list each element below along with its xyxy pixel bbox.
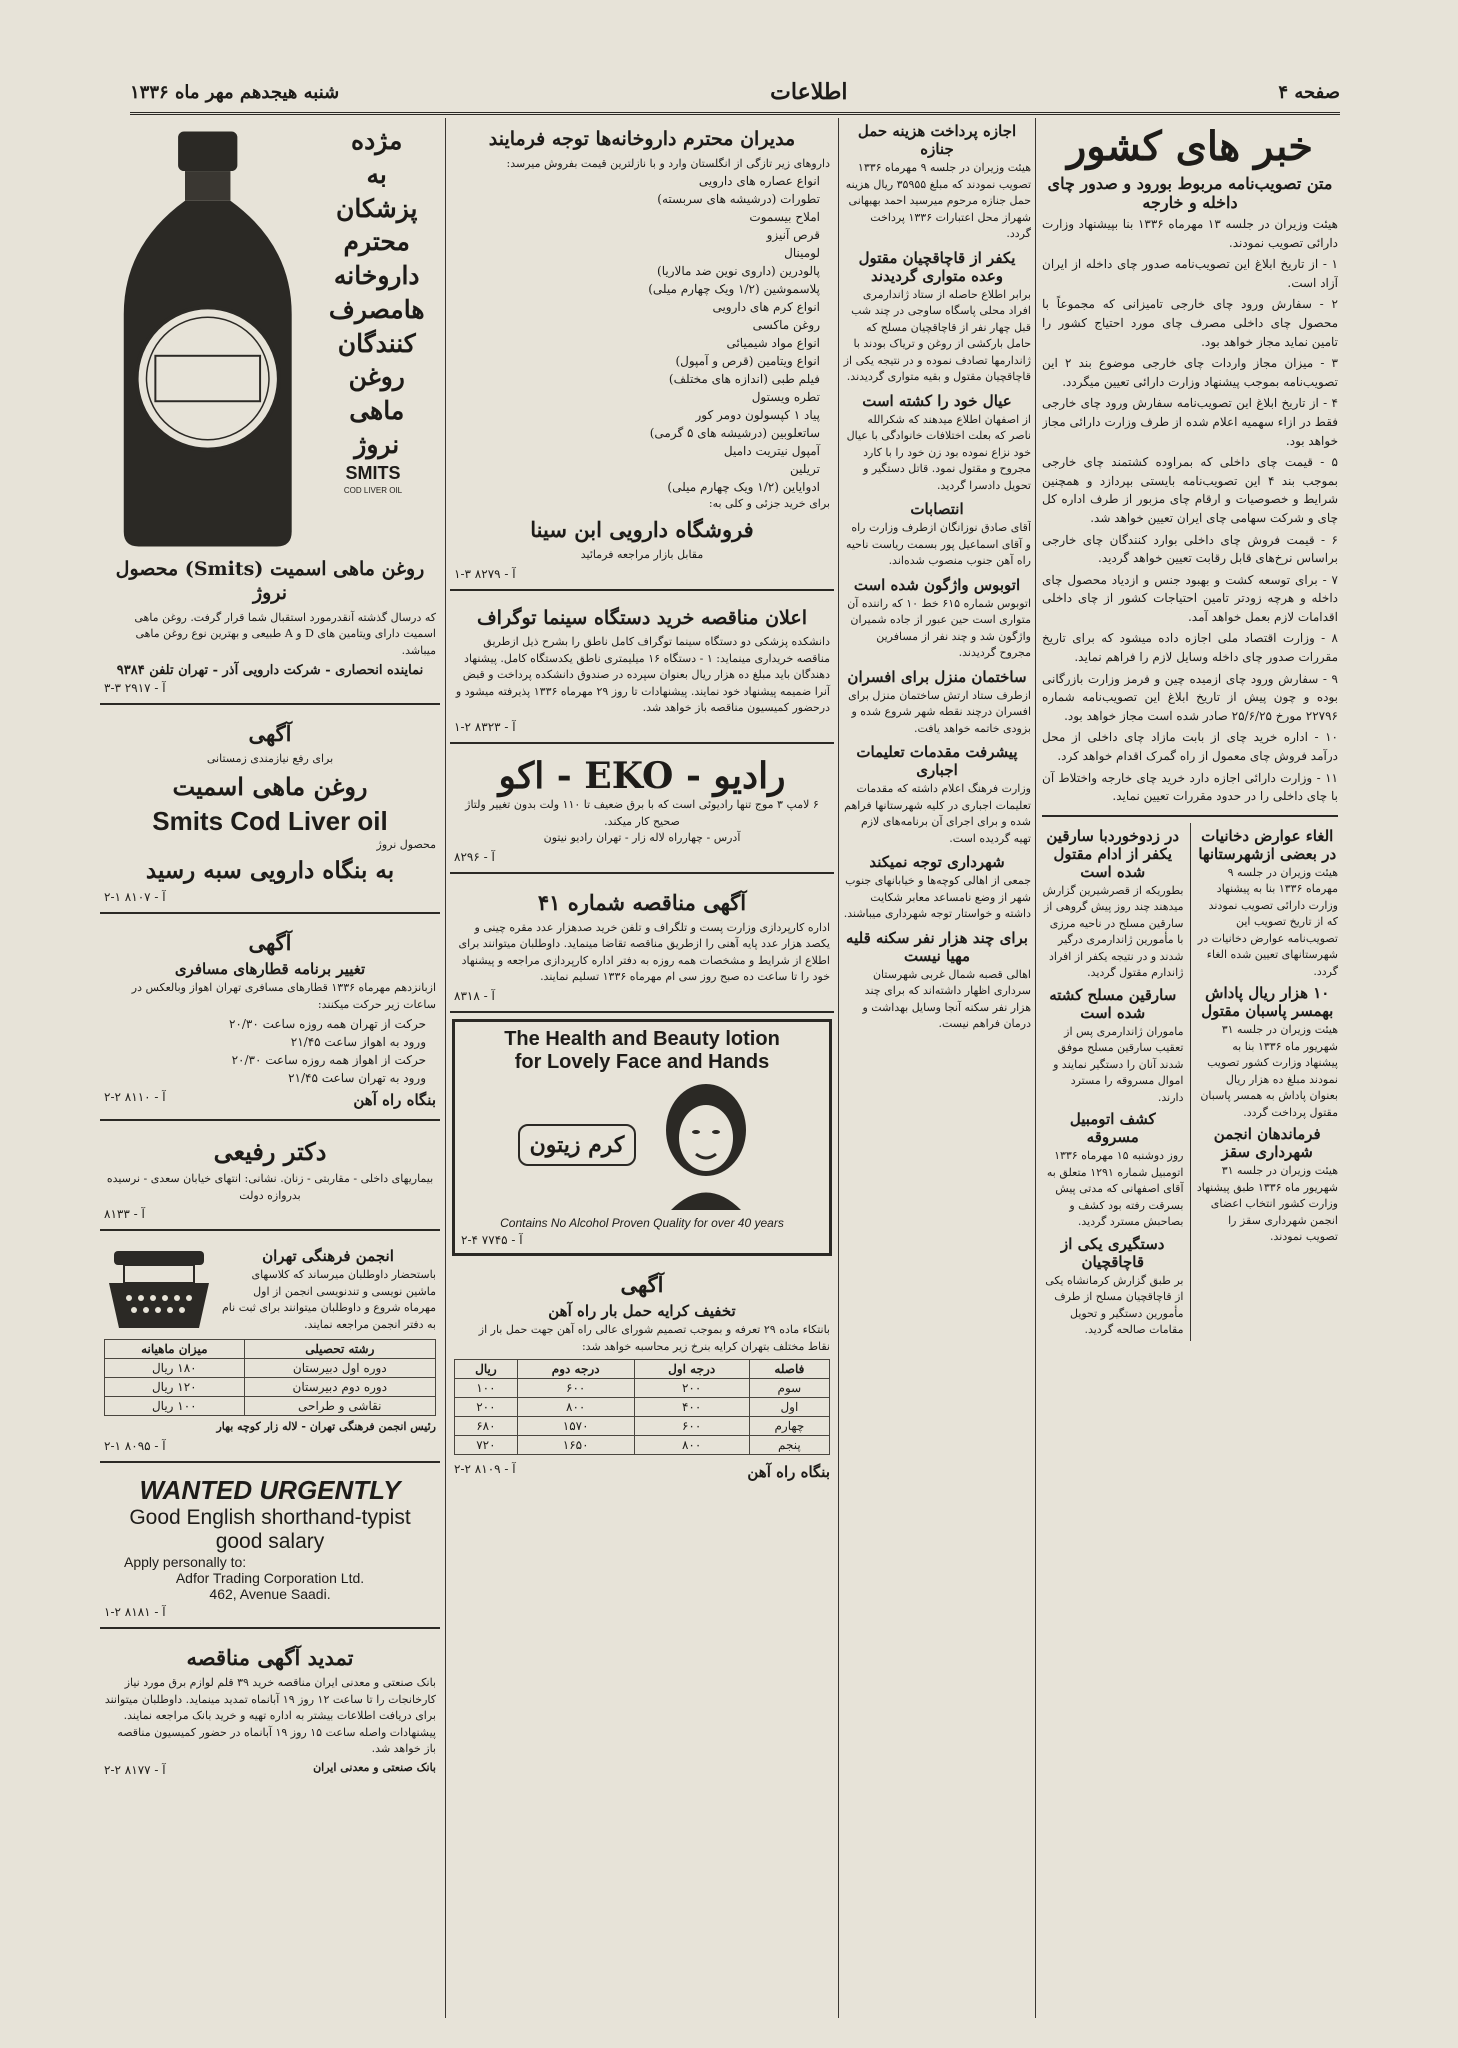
ad-code: آ - ۷۷۴۵ ۴-۲ <box>461 1232 523 1247</box>
news-paragraph: ۱ - از تاریخ ابلاغ این تصویب‌نامه صدور چای داخله از ایران آزاد است. <box>1042 257 1338 290</box>
pharmacy-list <box>454 172 830 496</box>
pharmacy-item: تطره ویستول <box>751 390 820 405</box>
wanted-company: Adfor Trading Corporation Ltd. <box>175 1569 365 1586</box>
table-header: میزان ماهیانه <box>105 1340 245 1359</box>
wanted-ad <box>100 1469 440 1629</box>
table-cell: ۶۸۰ <box>455 1417 518 1436</box>
pharmacy-intro: داروهای زیر تازگی از انگلستان وارد و با نازلترین قیمت بفروش میرسد: <box>506 156 830 170</box>
table-row <box>455 1379 830 1398</box>
municipality-text: جمعی از اهالی کوچه‌ها و خیابانهای جنوب شهر از وضع نامساعد معابر شکایت داشته و خواستار توجه شهرداری میباشند. <box>843 874 1031 920</box>
pharmacy-store: فروشگاه دارویی ابن سینا <box>530 516 754 542</box>
table-cell: ۱۵۷۰ <box>517 1417 634 1436</box>
housing-text: ازطرف ستاد ارتش ساختمان منزل برای افسران درچند نقطه شهر شروع شده و بزودی خاتمه خواهد یافت. <box>848 688 1031 735</box>
funeral-text: هیئت وزیران در جلسه ۹ مهرماه ۱۳۳۶ تصویب نمودند که مبلغ ۳۵۹۵۵ ریال هزینه حمل جنازه مرحوم میرسید احمد بهبهانی شهراز محل اعتبارات ۱۳۳۶ پرداخت گردد. <box>845 161 1031 240</box>
doctor-ad <box>100 1127 440 1231</box>
smuggler-arrest-headline: دستگیری یکی از قاچاقچیان <box>1061 1234 1165 1271</box>
smits-label-sub: COD LIVER OIL <box>343 486 403 495</box>
housing-headline: ساختمان منزل برای افسران <box>847 667 1027 686</box>
railway-fare-footer: بنگاه راه آهن <box>747 1463 830 1482</box>
pharmacy-item: پلاسموشین (۱/۲ ویک چهارم میلی) <box>648 282 820 297</box>
table-row <box>455 1417 830 1436</box>
ads-column-left <box>100 118 440 2018</box>
news-column <box>1042 118 1338 2018</box>
smits-word: محترم <box>343 227 410 257</box>
smits-label: SMITS <box>345 463 401 483</box>
table-cell: ۱۰۰ <box>455 1379 518 1398</box>
news-paragraph: ۱۰ - اداره خرید چای از بابت مازاد چای داخلی از محل درآمد فروش چای معمول از راه گمرک اقدام خواهد کرد. <box>1042 730 1338 764</box>
pharmacy-address: مقابل بازار مراجعه فرمائید <box>580 548 704 561</box>
short-news-column <box>843 118 1031 2018</box>
bandit-text: ماموران ژاندارمری پس از تعقیب سارقین مسلح موفق شدند آنان را دستگیر نمایند و اموال مسروقه را مسترد دارند. <box>1053 1024 1184 1104</box>
train-schedule-text: ازبانزدهم مهرماه ۱۳۳۶ قطارهای مسافری تهران اهواز وبالعکس در ساعات زیر حرکت میکنند: <box>131 981 436 1011</box>
table-cell: ۱۲۰ ریال <box>105 1378 245 1397</box>
post-tender-ad <box>450 880 834 1013</box>
tender-extension-text: بانک صنعتی و معدنی ایران مناقصه خرید ۳۹ قلم لوازم برق مورد نیاز کارخانجات را تا ساعت ۱۲ روز ۱۹ آبانماه تمدید مینماید. داوطلبان میتوانند برای دریافت اطلاعات بیشتر به اداره تهیه و خرید بانک مراجعه نمایند. پیشنهادات واصله ساعت ۱۵ روز ۱۹ آبانماه در حضور کمیسیون مناقصه باز خواهد شد. <box>104 1676 436 1755</box>
news-paragraph: ۲ - سفارش ورود چای خارجی تامیزانی که مجموعاً با محصول چای داخلی مصرف چای مورد احتیاج کشور را تامین نماید مجاز خواهد بود. <box>1042 297 1338 349</box>
ads-column-center <box>450 118 834 2018</box>
table-header: درجه دوم <box>517 1360 634 1379</box>
page-date: شنبه هیجدهم مهر ماه ۱۳۳۶ <box>130 81 340 103</box>
cinema-tender-ad <box>450 597 834 744</box>
post-tender-text: اداره کارپردازی وزارت پست و تلگراف و تلفن خرید صدهزار عدد مقره چینی و یکصد هزار عدد پایه آهنی را ازطریق مناقصه تقاضا مینماید. داوطلبان میتوانند برای اطلاع از شرایط و مشخصات همه روزه به دفتر اداره کارپردازی مراجعه و پیشنهاد خود را تا ساعت ده صبح روز سی ام مهرماه ۱۳۳۶ تسلیم نمایند. <box>458 920 830 984</box>
news-subhead: متن تصویب‌نامه مربوط بورود و صدور چای داخله و خارجه <box>1047 174 1333 212</box>
train-schedule-line: ورود به تهران ساعت ۲۱/۴۵ <box>288 1071 426 1086</box>
smits-word: کنندگان <box>337 328 416 358</box>
smits-store-origin: محصول نروژ <box>376 837 436 851</box>
lotion-bottle <box>518 1124 637 1166</box>
cinema-tender-title: اعلان مناقصه خرید دستگاه سینما توگراف <box>476 606 808 629</box>
car-headline: کشف اتومبیل مسروقه <box>1069 1110 1156 1147</box>
smits-headline: روغن ماهی اسمیت (Smits) محصول نروژ <box>115 558 425 604</box>
table-cell: ۱۶۵۰ <box>517 1436 634 1455</box>
news-paragraph: ۱۱ - وزارت دارائی اجازه دارد خرید چای خارجه واختلاط آن با چای داخلی را در حدود مقررات تعیین نماید. <box>1042 770 1338 804</box>
smits-text: که درسال گذشته آنقدرمورد استقبال شما قرار گرفت. روغن ماهی اسمیت دارای ویتامین های D و A طبیعی و بهترین نوع روغن ماهی میباشد. <box>134 610 436 657</box>
news-paragraph: ۸ - وزارت اقتصاد ملی اجازه داده میشود که برای تاریخ مقررات صدور چای داخله وسایل لازم را فراهم نماید. <box>1042 631 1338 665</box>
table-row <box>455 1436 830 1455</box>
council-headline: فرماندهان انجمن شهرداری سقز <box>1213 1125 1321 1162</box>
table-cell: پنجم <box>749 1436 829 1455</box>
news-headline: خبر های کشور <box>1066 123 1313 170</box>
table-cell: دوره دوم دبیرستان <box>244 1378 435 1397</box>
village-headline: برای چند هزار نفر سکنه قلیه مهیا نیست <box>846 928 1028 965</box>
table-row <box>105 1359 436 1378</box>
clash-headline: در زدوخوردبا سارقین یکفر از ادام مقتول شده است <box>1046 826 1180 881</box>
ad-code: آ - ۸۰۹۵ ۱-۲ <box>104 1438 166 1453</box>
doctor-text: بیماریهای داخلی - مقاربتی - زنان. نشانی: انتهای خیابان سعدی - نرسیده بدروازه دولت <box>106 1172 434 1202</box>
reward-text: هیئت وزیران در جلسه ۳۱ شهریور ماه ۱۳۳۶ بنا به پیشنهاد وزارت کشور تصویب نمودند مبلغ ده هزار ریال بعنوان پاداش به همسر پاسبان مقتول پرداخت گردد. <box>1200 1023 1338 1119</box>
news-body <box>1042 215 1338 817</box>
pharmacy-item: آمپول نیتریت دامیل <box>723 444 820 459</box>
train-schedule-line: حرکت از اهواز همه روزه ساعت ۲۰/۳۰ <box>231 1053 426 1068</box>
railway-fare-text: بانتکاء ماده ۲۹ تعرفه و بموجب تصمیم شورای عالی راه آهن جهت حمل بار از نقاط مختلف بتهران کرایه بنرخ زیر محاسبه خواهد شد: <box>478 1323 830 1353</box>
table-header: ریال <box>455 1360 518 1379</box>
ad-code: آ - ۸۱۳۳ <box>104 1207 145 1222</box>
woman-portrait-icon <box>646 1080 766 1210</box>
pharmacy-item: انواع عصاره های دارویی <box>698 174 820 189</box>
smits-word: مژده <box>351 126 403 155</box>
table-cell: ۶۰۰ <box>517 1379 634 1398</box>
train-schedule-list <box>104 1015 436 1087</box>
bus-headline: اتوبوس واژگون شده است <box>853 575 1021 594</box>
table-cell: ۷۲۰ <box>455 1436 518 1455</box>
appointments-text: آقای صادق نوزانگان ازطرف وزارت راه و آقای اسماعیل پور بسمت ریاست ناحیه راه آهن جنوب منصوب شده‌اند. <box>845 521 1031 567</box>
smits-word-stack <box>317 124 436 462</box>
smits-word: به <box>366 159 387 189</box>
train-schedule-ad <box>100 920 440 1121</box>
table-cell: دوره اول دبیرستان <box>244 1359 435 1378</box>
pharmacy-ad <box>450 118 834 591</box>
ad-code: آ - ۸۳۲۳ ۲-۱ <box>454 719 516 734</box>
smugglers-headline: یکفر از قاچاقچیان مقتول وعده متواری گردیدند <box>858 248 1016 285</box>
radio-ad <box>450 750 834 874</box>
pharmacy-item: فیلم طبی (اندازه های مختلف) <box>668 372 820 387</box>
news-paragraph: ۹ - سفارش ورود چای ازمیده چین و فرمز وزارت بازرگانی بوده و چون پیش از تاریخ ابلاغ این تصویب‌نامه شماره ۲۲۷۹۶ مورخ ۲۵/۶/۲۵ صادر شده است مجاز خواهد بود. <box>1042 671 1338 723</box>
railway-fare-table <box>454 1359 830 1455</box>
pharmacy-item: ساتعلوبین (درشیشه های ۵ گرمی) <box>649 426 820 441</box>
culture-title: انجمن فرهنگی تهران <box>262 1247 394 1266</box>
education-headline: پیشرفت مقدمات تعلیمات اجباری <box>856 743 1018 779</box>
smits-store-name: به بنگاه دارویی سبه رسید <box>145 857 395 885</box>
pharmacy-item: تطورات (درشیشه های سربسته) <box>657 192 820 207</box>
pharmacy-item: پیاد ۱ کپسولون دومر کور <box>695 408 820 423</box>
ad-code: آ - ۸۱۸۱ ۲-۱ <box>104 1604 166 1619</box>
ad-code: آ - ۲۹۱۷ ۳-۳ <box>104 681 166 695</box>
pharmacy-item: تریلین <box>789 462 820 477</box>
smits-store-title: آگهی <box>248 721 292 746</box>
table-row <box>105 1378 436 1397</box>
news-paragraph: هیئت وزیران در جلسه ۱۳ مهرماه ۱۳۳۶ بنا بپیشنهاد وزارت دارائی تصویب نمودند. <box>1042 217 1338 250</box>
railway-fare-title: آگهی <box>620 1271 664 1297</box>
smuggler-arrest-text: بر طبق گزارش کرمانشاه یکی از قاچاقچیان مسلح از طرف مأمورین دستگیر و تحویل مقامات صالحه گردید. <box>1045 1273 1184 1337</box>
table-header: درجه اول <box>634 1360 749 1379</box>
ad-code: آ - ۸۳۱۸ <box>454 988 495 1003</box>
typewriter-icon <box>104 1243 214 1333</box>
radio-title: رادیو - EKO - اکو <box>498 754 786 797</box>
table-cell: ۱۸۰ ریال <box>105 1359 245 1378</box>
wanted-apply: Apply personally to: <box>124 1553 247 1570</box>
ad-code: آ - ۸۱۱۰ ۲-۲ <box>104 1090 166 1105</box>
paper-name: اطلاعات <box>770 79 848 105</box>
smits-store-fa: روغن ماهی اسمیت <box>172 771 368 801</box>
lotion-brand: کرم زیتون <box>529 1131 625 1158</box>
ad-code: آ - ۸۲۹۶ <box>454 849 495 864</box>
wanted-title: WANTED URGENTLY <box>139 1474 401 1505</box>
table-cell: چهارم <box>749 1417 829 1436</box>
smits-word: نروژ <box>354 429 400 459</box>
pharmacy-item: انواع مواد شیمیائی <box>726 336 820 351</box>
pharmacy-item: قرص آنیزو <box>766 228 820 243</box>
lotion-headline-2: for Lovely Face and Hands <box>514 1050 770 1073</box>
table-cell: ۸۰۰ <box>634 1436 749 1455</box>
table-cell: ۱۰۰ ریال <box>105 1397 245 1416</box>
village-text: اهالی قصبه شمال غربی شهرستان سرداری اظهار داشته‌اند که برای چند هزار نفر سکنه آنجا وسایل بهداشت و درمان فراهم نیست. <box>862 967 1031 1030</box>
wanted-address: 462, Avenue Saadi. <box>209 1585 331 1602</box>
culture-footer: رئیس انجمن فرهنگی تهران - لاله زار کوچه بهار <box>216 1420 436 1434</box>
car-text: روز دوشنبه ۱۵ مهرماه ۱۳۳۶ اتومبیل شماره ۱۲۹۱ متعلق به آقای اصفهانی که مدتی پیش بسرقت رفته بود کشف و بصاحبش مسترد گردید. <box>1046 1149 1184 1229</box>
doctor-name: دکتر رفیعی <box>213 1137 327 1167</box>
table-header: فاصله <box>749 1360 829 1379</box>
cod-liver-oil-bottle-icon <box>104 124 311 554</box>
education-text: وزارت فرهنگ اعلام داشته که مقدمات تعلیمات اجباری در کلیه شهرستانها فراهم شده و برای اجرای آن برنامه‌های لازم تهیه گردیده است. <box>844 782 1031 845</box>
table-cell: سوم <box>749 1379 829 1398</box>
smits-word: پزشکان <box>335 193 418 223</box>
table-cell: ۶۰۰ <box>634 1417 749 1436</box>
lotion-ad <box>452 1019 832 1256</box>
municipality-headline: شهرداری توجه نمیکند <box>869 853 1005 871</box>
table-row <box>455 1398 830 1417</box>
culture-text: باستحضار داوطلبان میرساند که کلاسهای ماشین نویسی و تندنویسی انجمن از اول مهرماه شروع و داوطلبان میتوانند برای ثبت نام به دفتر انجمن مراجعه نمایند. <box>221 1268 436 1331</box>
page-header <box>130 72 1340 115</box>
radio-address: آدرس - چهارراه لاله زار - تهران رادیو نیتون <box>543 831 741 845</box>
table-cell: ۲۰۰ <box>455 1398 518 1417</box>
wanted-line-2: good salary <box>215 1529 325 1553</box>
tobacco-text: هیئت وزیران در جلسه ۹ مهرماه ۱۳۳۶ بنا به پیشنهاد وزارت دارائی تصویب نمودند که از تاریخ تصویب این تصویب‌نامه عوارض دخانیات در شهرستانهای تعیین شده الغاء گردد. <box>1197 865 1338 978</box>
railway-fare-sub: تخفیف کرایه حمل بار راه آهن <box>548 1302 736 1321</box>
tender-extension-ad <box>100 1635 440 1785</box>
reward-headline: ۱۰ هزار ریال پاداش بهمسر پاسبان مقتول <box>1201 984 1334 1021</box>
post-tender-title: آگهی مناقصه شماره ۴۱ <box>537 889 747 915</box>
smits-word: هامصرف <box>328 294 425 324</box>
pharmacy-item: املاح بیسموت <box>749 210 820 225</box>
smits-word: داروخانه <box>333 261 420 290</box>
lotion-footer: Contains No Alcohol Proven Quality for over 40 years <box>500 1215 784 1230</box>
table-cell: نقاشی و طراحی <box>244 1397 435 1416</box>
news-paragraph: ۴ - از تاریخ ابلاغ این تصویب‌نامه سفارش ورود چای خارجی فقط در ازاء سهمیه اعلام شده از طرف وزارت دارائی مجاز خواهد بود. <box>1042 396 1338 448</box>
council-text: هیئت وزیران در جلسه ۳۱ شهریور ماه ۱۳۳۶ طبق پیشنهاد وزارت کشور انتخاب اعضای انجمن شهرداری سقز را تصویب نمودند. <box>1196 1164 1338 1244</box>
tender-extension-title: تمدید آگهی مناقصه <box>186 1644 354 1670</box>
clash-text: بطوریکه از قصرشیرین گزارش میدهند چند روز پیش گروهی از سارقین مسلح در ناحیه مرزی با مأمورین ژاندارمری درگیر شدند و در نتیجه یکفر از افراد ژاندارم مقتول گردید. <box>1042 883 1184 980</box>
funeral-headline: اجازه پرداخت هزینه حمل جنازه <box>857 122 1017 158</box>
train-schedule-line: ورود به اهواز ساعت ۲۱/۴۵ <box>290 1035 426 1050</box>
bus-text: اتوبوس شماره ۶۱۵ خط ۱۰ که راننده آن متواری است حین عبور از جاده شمیران واژگون شد و چند نفر از مسافرین مجروح گردیدند. <box>847 596 1031 659</box>
page-number: صفحه ۴ <box>1278 81 1340 103</box>
table-header: رشته تحصیلی <box>244 1340 435 1359</box>
tobacco-headline: الغاء عوارض دخانیات در بعضی ازشهرستانها <box>1198 826 1337 863</box>
train-schedule-title: آگهی <box>248 930 292 955</box>
train-schedule-sub: تغییر برنامه قطارهای مسافری <box>174 960 366 979</box>
pharmacy-item: لومینال <box>784 246 820 261</box>
smits-agent: نماینده انحصاری - شرکت دارویی آذر - تهران تلفن ۹۳۸۴ <box>116 663 424 678</box>
smugglers-text: برابر اطلاع حاصله از ستاد ژاندارمری افراد محلی پاسگاه ساوجی در چند شب قبل چهار نفر از قاچاقچیان مسلح که حامل بارکشی از روغن و تریاک بودند با ژاندارمها تصادف نموده و در نتیجه یکی از قاچاقچیان مقتول و بقیه متواری گردیدند. <box>843 287 1031 383</box>
pharmacy-item: ادوایاین (۱/۲ ویک چهارم میلی) <box>667 480 820 495</box>
news-paragraph: ۷ - برای توسعه کشت و بهبود جنس و ازدیاد محصول چای داخله و هرچه زودتر تامین احتیاجات کشور از چای داخلی اقدامات لازم بعمل خواهد آمد. <box>1042 572 1338 624</box>
smits-word: روغن <box>348 362 405 392</box>
smits-word: ماهی <box>349 396 405 425</box>
news-paragraph: ۶ - قیمت فروش چای داخلی بوارد کنندگان چای خارجی براساس نرخ‌های قابل رقابت تعیین خواهد گردید. <box>1042 532 1338 566</box>
ad-code: آ - ۸۱۰۷ ۱-۲ <box>104 890 166 904</box>
news-paragraph: ۳ - میزان مجاز واردات چای خارجی موضوع بند ۲ این تصویب‌نامه بموجب پیشنهاد وزارت دارائی تعیین میگردد. <box>1042 356 1338 389</box>
table-cell: اول <box>749 1398 829 1417</box>
train-schedule-footer: بنگاه راه آهن <box>353 1091 436 1110</box>
tender-extension-footer: بانک صنعتی و معدنی ایران <box>313 1760 436 1774</box>
pharmacy-item: پالودرین (داروی نوین ضد مالاریا) <box>657 264 820 279</box>
ad-code: آ - ۸۱۷۷ ۲-۲ <box>104 1762 166 1777</box>
smits-store-sub: برای رفع نیازمندی زمستانی <box>206 752 334 766</box>
pharmacy-title: مدیران محترم داروخانه‌ها توجه فرمایند <box>488 128 796 150</box>
pharmacy-item: روغن ماکسی <box>752 318 820 333</box>
radio-desc: ۶ لامپ ۳ موج تنها رادیوئی است که با برق ضعیف تا ۱۱۰ ولت بدون تغییر ولتاژ صحیح کار میکند. <box>465 798 819 828</box>
culture-fee-table <box>104 1339 436 1416</box>
smits-store-ad <box>100 711 440 914</box>
murder-text: از اصفهان اطلاع میدهند که شکرالله ناصر که بعلت اختلافات خانوادگی با عیال خود نزاع نموده بود زن خود را با کارد مجروح و مقتول نمود. قاتل دستگیر و تحویل دادسرا گردید. <box>846 412 1031 492</box>
cinema-tender-text: دانشکده پزشکی دو دستگاه سینما توگراف کامل ناطق را بشرح ذیل ازطریق مناقصه خریداری مینماید: ۱ - دستگاه ۱۶ میلیمتری ناطق یکدستگاه کامل. پیشنهاد دهندگان باید مبلغ ده هزار ریال بعنوان سپرده در صندوق دانشکده پرداخت و قبض آنرا ضمیمه پیشنهاد خود نمایند. پیشنهادات تا روز ۲۹ مهرماه ۱۳۳۶ پذیرفته میشود و درحضور کمیسیون مناقصه باز خواهد شد. <box>455 635 830 715</box>
ad-code: آ - ۸۲۷۹ ۳-۱ <box>454 566 516 581</box>
ad-code: آ - ۸۱۰۹ ۲-۲ <box>454 1462 516 1477</box>
culture-society-ad <box>100 1237 440 1463</box>
smits-store-en: Smits Cod Liver oil <box>152 805 388 836</box>
smits-ad <box>100 118 440 705</box>
murder-headline: عیال خود را کشته است <box>862 391 1012 410</box>
appointments-headline: انتصابات <box>910 500 964 518</box>
wanted-line-1: Good English shorthand-typist <box>129 1505 411 1529</box>
railway-fare-ad <box>450 1262 834 1491</box>
lotion-headline-1: The Health and Beauty lotion <box>504 1027 780 1050</box>
table-cell: ۸۰۰ <box>517 1398 634 1417</box>
pharmacy-item: انواع کرم های دارویی <box>712 300 820 315</box>
table-cell: ۲۰۰ <box>634 1379 749 1398</box>
table-row <box>105 1397 436 1416</box>
bandit-headline: سارقین مسلح کشته شده است <box>1049 985 1177 1022</box>
train-schedule-line: حرکت از تهران همه روزه ساعت ۲۰/۳۰ <box>228 1017 426 1032</box>
news-paragraph: ۵ - قیمت چای داخلی که بمراوده کشتمند چای خارجی بموجب بند ۴ این تصویب‌نامه بایستی بپردازد و همچنین شرایط و خصوصیات و ارقام چای مزبور از طرف اداره کل چای و شرکت سهامی چای ایران تعیین خواهد شد. <box>1042 455 1338 525</box>
table-cell: ۴۰۰ <box>634 1398 749 1417</box>
pharmacy-item: انواع ویتامین (قرص و آمپول) <box>675 354 820 369</box>
pharmacy-footer: برای خرید جزئی و کلی به: <box>708 497 830 511</box>
